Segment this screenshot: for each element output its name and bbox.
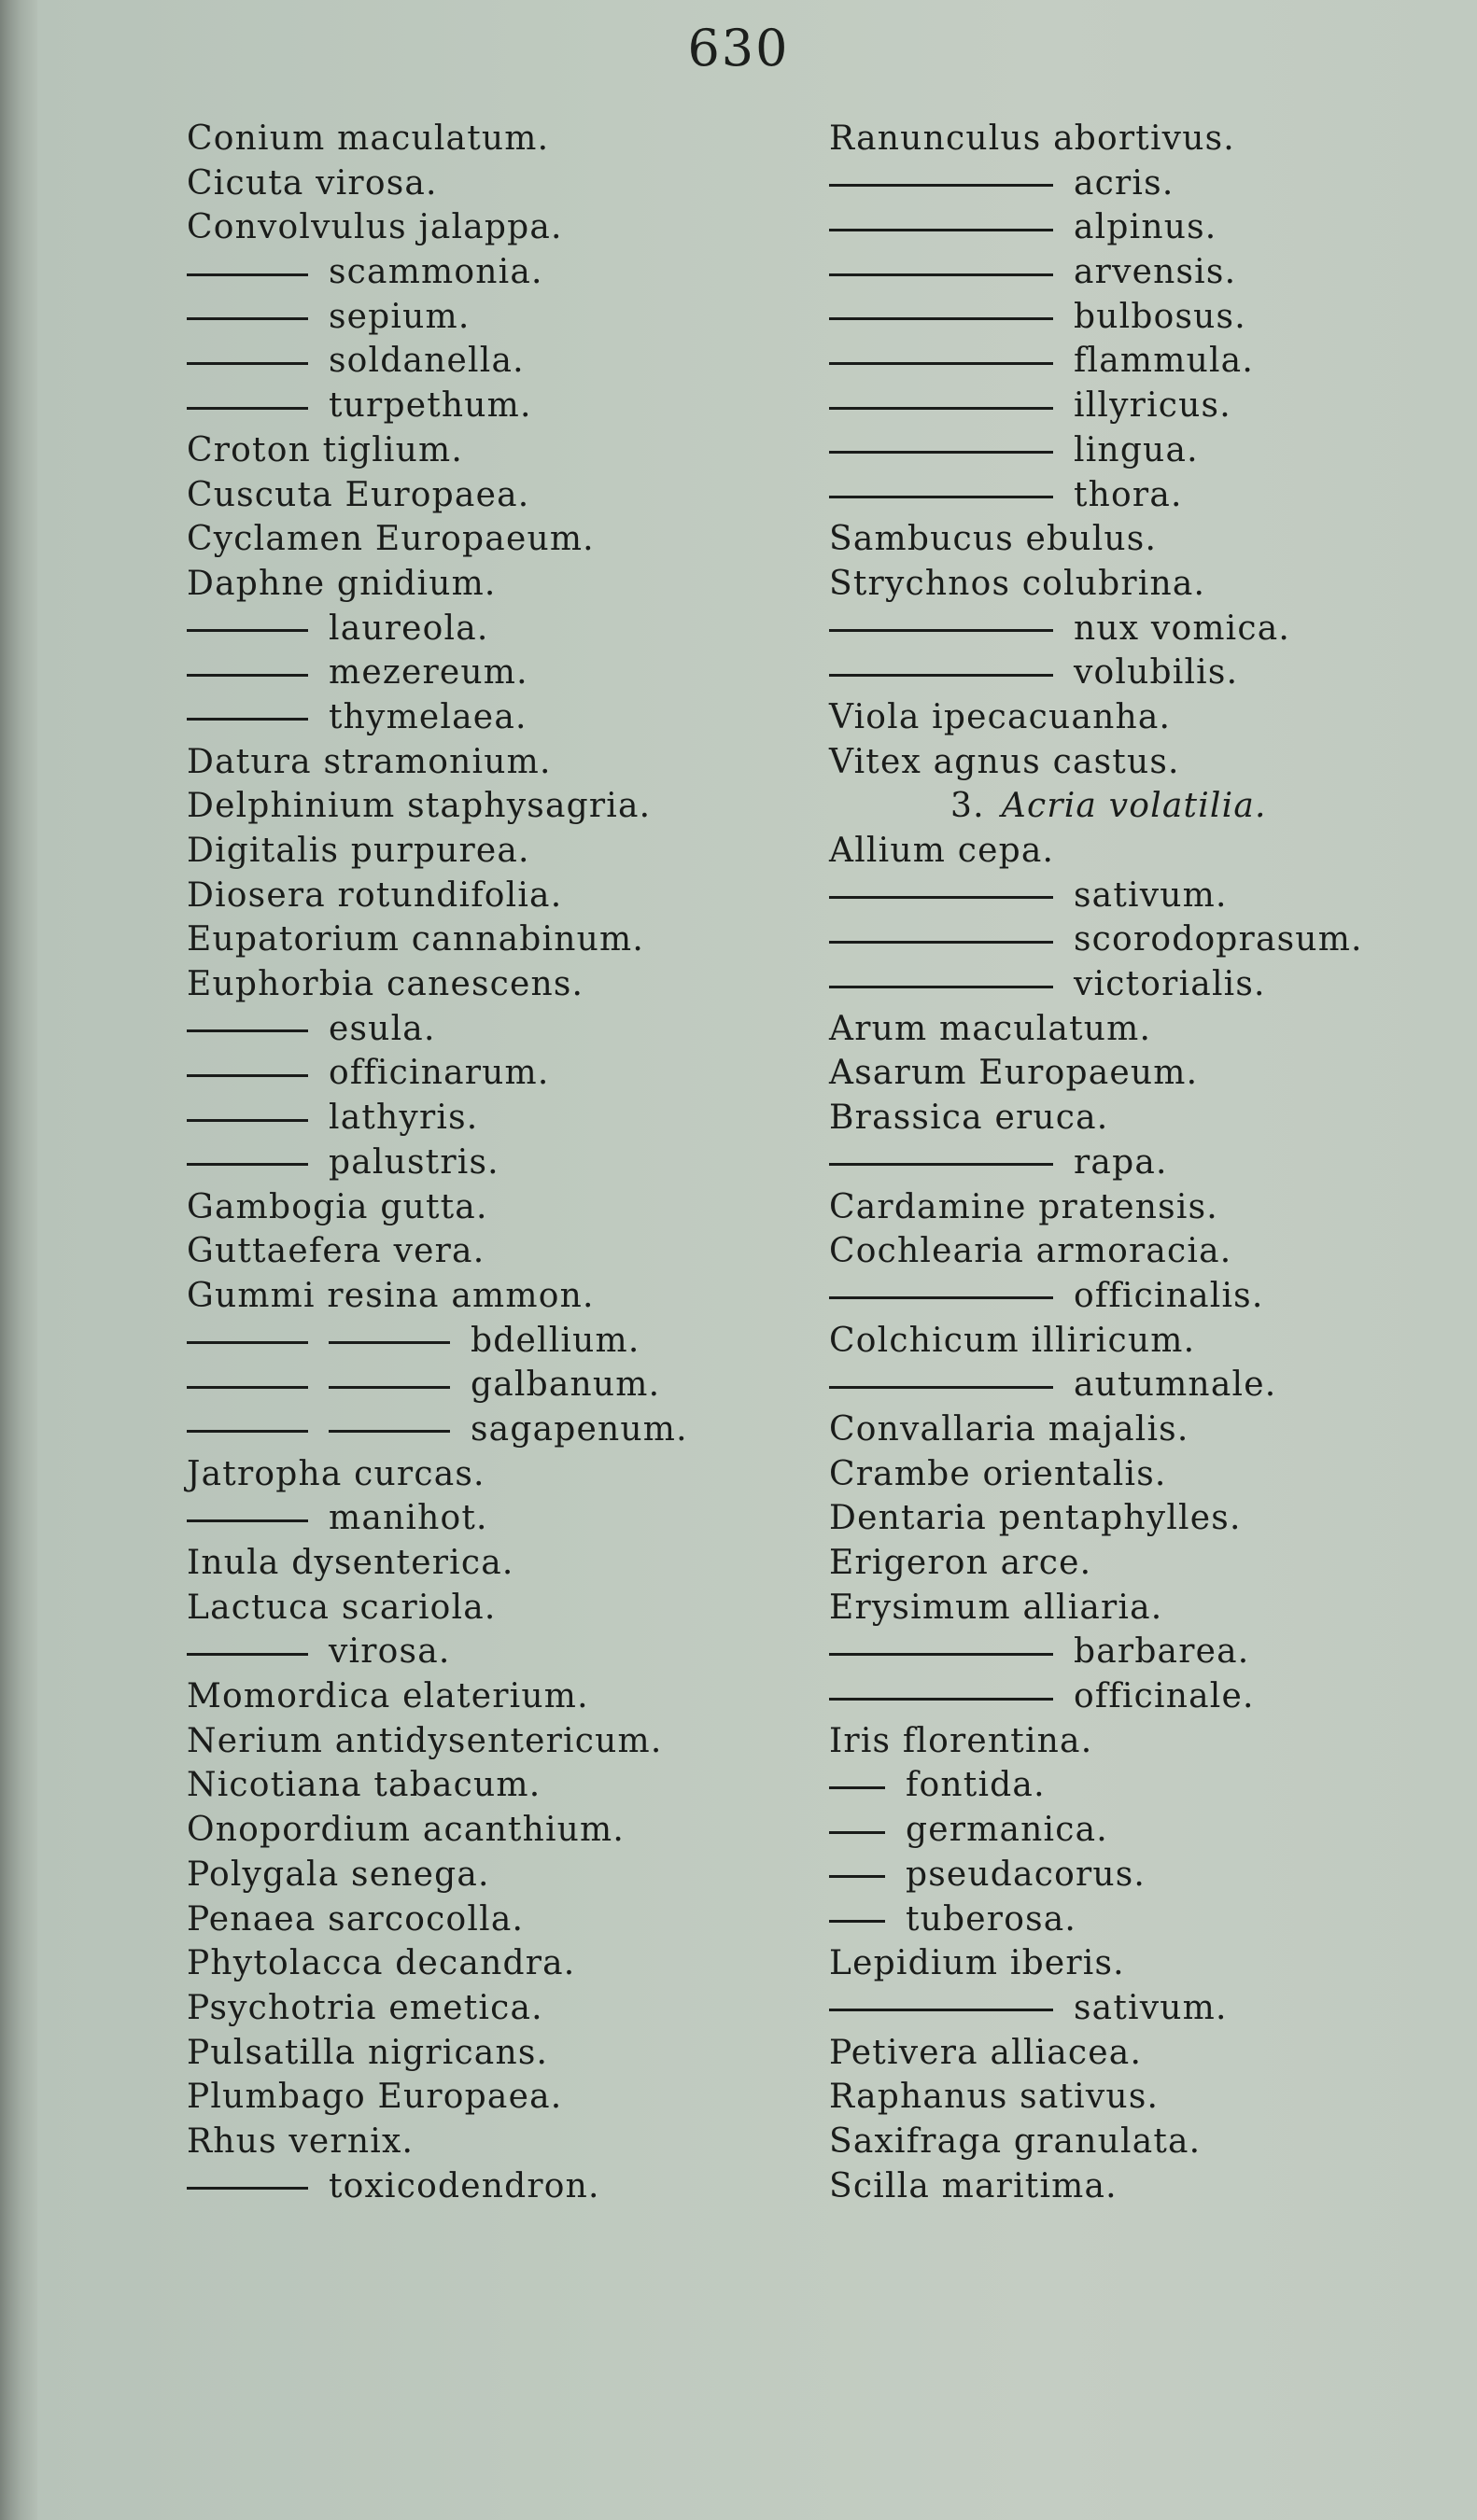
ditto-dash [829,407,1053,410]
entry-line-continuation [187,1630,840,1674]
entry-text: Erysimum alliaria. [829,1588,1163,1627]
entry-line [829,2120,1473,2164]
ditto-dash [187,1163,308,1166]
ditto-dash [329,1386,450,1389]
entry-line [187,1853,840,1897]
entry-text: Rhus vernix. [187,2121,415,2161]
ditto-dash [187,1386,308,1389]
ditto-dash [329,1341,450,1344]
entry-line [187,2120,840,2164]
entry-text: thora. [1074,475,1183,514]
ditto-dash [829,941,1053,944]
entry-line [829,1051,1473,1096]
entry-text: Ranunculus abortivus. [829,119,1235,158]
entry-text: volubilis. [1074,653,1239,693]
entry-line-continuation [829,161,1473,206]
entry-line [187,428,840,473]
entry-line [187,740,840,785]
entry-text: Asarum Europaeum. [829,1054,1199,1093]
entry-text: Momordica elaterium. [187,1677,589,1716]
ditto-dash [187,273,308,276]
page-number: 630 [687,19,790,77]
entry-text: Saxifraga granulata. [829,2121,1202,2161]
entry-text: lathyris. [329,1099,479,1138]
entry-line [187,1674,840,1719]
section-title: Acria volatilia. [1001,787,1267,826]
entry-text: sepium. [329,297,471,336]
ditto-dash [829,317,1053,320]
entry-text: Psychotria emetica. [187,1988,543,2027]
entry-line [829,1007,1473,1052]
entry-text: palustris. [329,1142,499,1182]
entry-text: germanica. [906,1811,1108,1850]
ditto-dash [829,1296,1053,1299]
entry-text: acris. [1074,163,1175,203]
entry-line-continuation [829,384,1473,428]
entry-line-continuation [829,1141,1473,1185]
ditto-dash [187,718,308,721]
entry-text: thymelaea. [329,697,528,736]
right-column [829,117,1473,2208]
entry-text: rapa. [1074,1142,1168,1182]
ditto-dash [187,1653,308,1656]
entry-line [187,1941,840,1986]
entry-text: pseudacorus. [906,1855,1146,1894]
entry-text: officinale. [1074,1677,1255,1716]
entry-line [187,1541,840,1586]
ditto-dash [187,674,308,677]
entry-text: arvensis. [1074,253,1237,292]
entry-line [829,1229,1473,1274]
entry-line-continuation [187,651,840,695]
entry-line-continuation [829,917,1473,962]
ditto-dash [829,229,1053,231]
entry-line [187,1586,840,1631]
entry-line [187,1229,840,1274]
entry-line [187,473,840,518]
entry-text: Nerium antidysentericum. [187,1721,663,1760]
left-column [187,117,840,2208]
entry-text: Phytolacca decandra. [187,1944,576,1983]
ditto-dash [187,1341,308,1344]
entry-text: Croton tiglium. [187,430,464,469]
ditto-dash [829,1920,885,1923]
ditto-dash [187,1519,308,1522]
entry-line [187,1763,840,1808]
ditto-dash [829,1875,885,1878]
ditto-dash [829,1831,885,1834]
entry-text: autumnale. [1074,1365,1277,1405]
entry-line-continuation [829,1763,1473,1808]
entry-line [829,1096,1473,1141]
ditto-dash [187,317,308,320]
entry-text: Viola ipecacuanha. [829,697,1172,736]
entry-text: laureola. [329,609,489,648]
entry-line [187,1986,840,2031]
entry-text: lingua. [1074,430,1199,469]
entry-line-continuation [187,1051,840,1096]
ditto-dash [829,451,1053,454]
entry-text: Gummi resina ammon. [187,1276,595,1315]
entry-text: Sambucus ebulus. [829,520,1158,559]
entry-text: victorialis. [1074,965,1266,1004]
entry-text: Convolvulus jalappa. [187,208,563,247]
entry-line [829,1541,1473,1586]
entry-text: Datura stramonium. [187,742,552,781]
entry-line-continuation [829,1808,1473,1853]
entry-text: Eupatorium cannabinum. [187,920,644,959]
entry-line [187,1274,840,1319]
ditto-dash [187,1074,308,1077]
entry-text: tuberosa. [906,1899,1077,1939]
entry-text: Cicuta virosa. [187,163,438,203]
entry-text: alpinus. [1074,208,1217,247]
entry-line-continuation [187,695,840,740]
entry-text: Guttaefera vera. [187,1232,485,1271]
entry-text: Cuscuta Europaea. [187,475,530,514]
ditto-dash [187,2187,308,2190]
entry-line [187,1897,840,1942]
ditto-dash [187,362,308,365]
entry-text: Iris florentina. [829,1721,1093,1760]
ditto-dash [187,1119,308,1122]
entry-line [829,2164,1473,2209]
entry-line-continuation [829,1853,1473,1897]
entry-text: flammula. [1074,342,1254,381]
entry-text: toxicodendron. [329,2166,600,2205]
entry-text: Cardamine pratensis. [829,1187,1218,1226]
entry-text: Strychnos colubrina. [829,564,1206,603]
entry-line-continuation [829,205,1473,250]
entry-text: Polygala senega. [187,1855,490,1894]
entry-text: officinalis. [1074,1276,1264,1315]
entry-line-continuation [187,2164,840,2209]
entry-line [187,874,840,918]
entry-line-continuation [829,962,1473,1007]
entry-text: Daphne gnidium. [187,564,497,603]
entry-text: Gambogia gutta. [187,1187,488,1226]
entry-line-continuation [829,1274,1473,1319]
entry-line-continuation [829,295,1473,340]
book-spine-shadow [0,0,37,2520]
entry-text: Cochlearia armoracia. [829,1232,1232,1271]
ditto-dash [829,1698,1053,1701]
entry-text: Erigeron arce. [829,1544,1092,1582]
entry-text: nux vomica. [1074,609,1291,648]
entry-line [187,784,840,829]
entry-text: Inula dysenterica. [187,1544,514,1582]
entry-line [829,517,1473,562]
ditto-dash [829,629,1053,632]
ditto-dash [829,496,1053,498]
ditto-dash [187,407,308,410]
ditto-dash [829,1653,1053,1656]
ditto-dash [329,1430,450,1433]
entry-text: barbarea. [1074,1632,1250,1672]
entry-text: Diosera rotundifolia. [187,875,563,915]
entry-text: Euphorbia canescens. [187,965,584,1004]
entry-text: galbanum. [471,1365,661,1405]
entry-text: Cyclamen Europaeum. [187,520,595,559]
entry-text: Nicotiana tabacum. [187,1766,542,1805]
entry-line [829,1941,1473,1986]
entry-line [187,161,840,206]
entry-text: Crambe orientalis. [829,1454,1167,1493]
entry-line-continuation [829,607,1473,651]
entry-line [187,1719,840,1764]
ditto-dash [829,896,1053,899]
ditto-dash [187,629,308,632]
entry-line-continuation [187,1319,840,1364]
entry-text: Pulsatilla nigricans. [187,2033,549,2072]
entry-text: Conium maculatum. [187,119,550,158]
ditto-dash [829,1786,885,1789]
entry-line-continuation [187,607,840,651]
entry-line-continuation [187,1407,840,1452]
section-heading [829,784,1473,829]
entry-text: fontida. [906,1766,1046,1805]
entry-text: Convallaria majalis. [829,1409,1189,1449]
ditto-dash [829,362,1053,365]
entry-line-continuation [187,1007,840,1052]
entry-text: Colchicum illiricum. [829,1321,1196,1360]
entry-text: esula. [329,1009,436,1048]
entry-text: scammonia. [329,253,543,292]
entry-text: turpethum. [329,386,532,426]
entry-line-continuation [187,295,840,340]
entry-line [829,1452,1473,1497]
entry-line [829,1719,1473,1764]
entry-line [829,1496,1473,1541]
entry-text: Vitex agnus castus. [829,742,1180,781]
entry-text: Brassica eruca. [829,1099,1109,1138]
entry-text: illyricus. [1074,386,1231,426]
entry-text: soldanella. [329,342,525,381]
entry-line-continuation [829,339,1473,384]
entry-line [829,829,1473,874]
entry-line-continuation [829,1674,1473,1719]
entry-line [829,740,1473,785]
entry-line-continuation [829,651,1473,695]
entry-line-continuation [187,1496,840,1541]
entry-text: Lepidium iberis. [829,1944,1125,1983]
entry-line-continuation [829,1630,1473,1674]
entry-text: Petivera alliacea. [829,2033,1143,2072]
ditto-dash [829,1163,1053,1166]
entry-text: Digitalis purpurea. [187,832,530,870]
ditto-dash [187,1029,308,1032]
entry-line-continuation [187,339,840,384]
entry-text: Arum maculatum. [829,1009,1152,1048]
entry-text: Plumbago Europaea. [187,2078,563,2117]
entry-text: Dentaria pentaphylles. [829,1499,1242,1538]
entry-line [187,962,840,1007]
entry-line [187,917,840,962]
section-number: 3. [950,787,985,826]
entry-line [187,205,840,250]
entry-text: Allium cepa. [829,832,1055,870]
entry-line-continuation [187,384,840,428]
entry-text: Scilla maritima. [829,2166,1118,2205]
entry-text: Onopordium acanthium. [187,1811,626,1850]
entry-text: sativum. [1074,875,1228,915]
entry-text: bulbosus. [1074,297,1246,336]
entry-line [187,2075,840,2120]
entry-line [829,562,1473,607]
ditto-dash [187,1430,308,1433]
entry-text: Delphinium staphysagria. [187,787,652,826]
entry-line-continuation [829,428,1473,473]
entry-line-continuation [829,874,1473,918]
entry-line [829,2075,1473,2120]
entry-line [829,1586,1473,1631]
entry-line [829,1407,1473,1452]
entry-line [829,117,1473,161]
entry-text: Penaea sarcocolla. [187,1899,525,1939]
entry-line-continuation [187,250,840,295]
ditto-dash [829,674,1053,677]
entry-text: Jatropha curcas. [187,1454,485,1493]
entry-text: bdellium. [471,1321,640,1360]
entry-line [829,2031,1473,2076]
entry-line [187,517,840,562]
entry-line-continuation [187,1141,840,1185]
entry-text: virosa. [329,1632,451,1672]
entry-line-continuation [829,1986,1473,2031]
entry-line [187,1185,840,1230]
entry-line [187,1808,840,1853]
entry-text: Raphanus sativus. [829,2078,1160,2117]
entry-line-continuation [829,473,1473,518]
entry-text: sativum. [1074,1988,1228,2027]
entry-line [187,2031,840,2076]
ditto-dash [829,273,1053,276]
entry-line-continuation [187,1096,840,1141]
entry-line-continuation [829,1363,1473,1407]
entry-line-continuation [829,250,1473,295]
entry-line [829,1319,1473,1364]
entry-text: manihot. [329,1499,488,1538]
entry-line [187,829,840,874]
entry-text: sagapenum. [471,1409,688,1449]
entry-text: mezereum. [329,653,528,693]
ditto-dash [829,1386,1053,1389]
entry-line [187,1452,840,1497]
entry-line [829,1185,1473,1230]
entry-text: officinarum. [329,1054,550,1093]
entry-line-continuation [829,1897,1473,1942]
entry-line [829,695,1473,740]
entry-line [187,117,840,161]
ditto-dash [829,184,1053,187]
entry-text: Lactuca scariola. [187,1588,497,1627]
entry-line [187,562,840,607]
entry-text: scorodoprasum. [1074,920,1363,959]
entry-line-continuation [187,1363,840,1407]
ditto-dash [829,2009,1053,2011]
ditto-dash [829,986,1053,988]
